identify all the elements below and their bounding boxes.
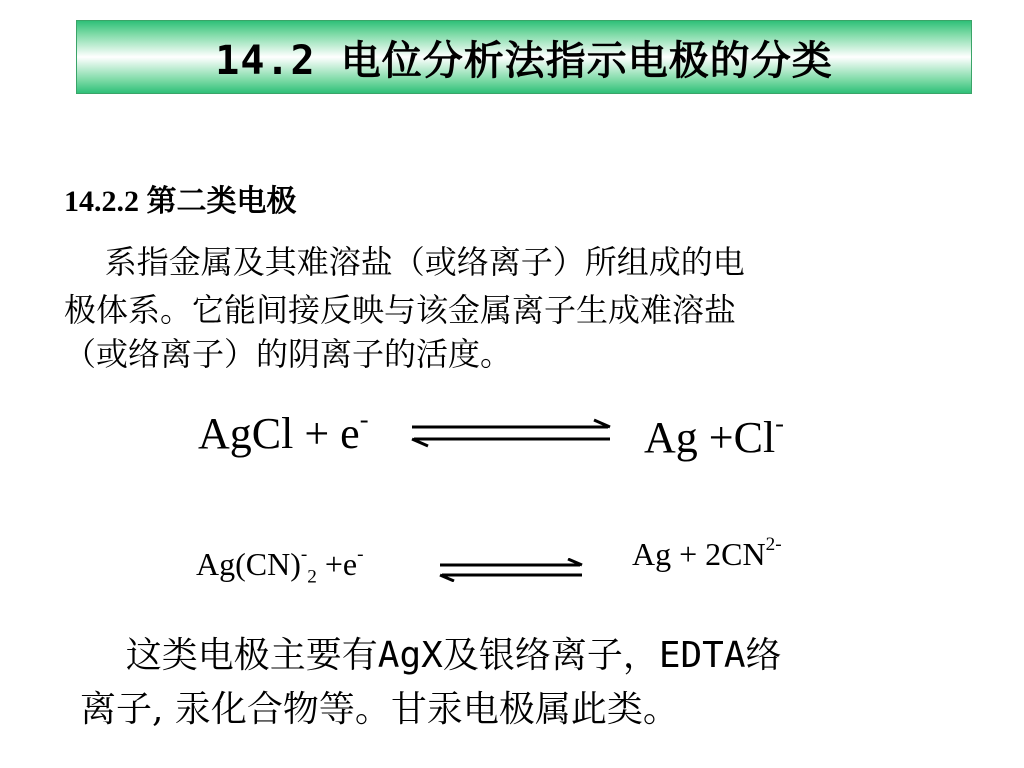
summary-line-1: [80, 630, 960, 682]
summary-line-1-part-c: 及银络离子，: [442, 635, 659, 676]
equation-2-right: [632, 536, 782, 573]
summary-edta: EDTA: [658, 635, 746, 676]
section-heading: 14.2.2 第二类电极: [64, 185, 297, 218]
equation-2-left: [196, 546, 364, 588]
summary-agx: AgX: [377, 635, 443, 676]
equation-1-left-main: AgCl + e: [198, 409, 360, 458]
slide-title: 14.2 电位分析法指示电极的分类: [215, 37, 833, 84]
equation-1-right-main: Ag +Cl: [644, 413, 776, 462]
summary-line-1-part-a: 这类电极主要有: [80, 635, 378, 676]
equilibrium-arrow-1: [408, 418, 614, 448]
equation-1-left: [198, 404, 369, 459]
equation-1-right: [644, 408, 784, 463]
equation-1-right-charge: -: [775, 408, 784, 439]
equation-2-left-charge: -: [300, 544, 308, 566]
title-banner: [76, 20, 972, 94]
definition-line-3: （或络离子）的阴离子的活度。: [64, 335, 513, 373]
equation-2-left-subscript: 2: [307, 566, 317, 588]
definition-line-2: 极体系。它能间接反映与该金属离子生成难溶盐: [64, 291, 737, 329]
summary-line-2: 离子, 汞化合物等。甘汞电极属此类。: [80, 689, 679, 730]
equation-1-left-charge: -: [359, 404, 369, 435]
equation-2-right-charge: 2-: [765, 534, 782, 556]
equation-2-left-tail-charge: -: [357, 544, 364, 566]
equilibrium-arrow-2: [436, 558, 586, 582]
equation-2-left-tail: +e: [316, 546, 358, 582]
definition-line-1: 系指金属及其难溶盐（或络离子）所组成的电: [64, 243, 745, 281]
summary-line-1-part-e: 络: [745, 635, 782, 676]
equation-2-left-main: Ag(CN): [196, 546, 301, 582]
equation-2-right-main: Ag + 2CN: [632, 536, 766, 572]
